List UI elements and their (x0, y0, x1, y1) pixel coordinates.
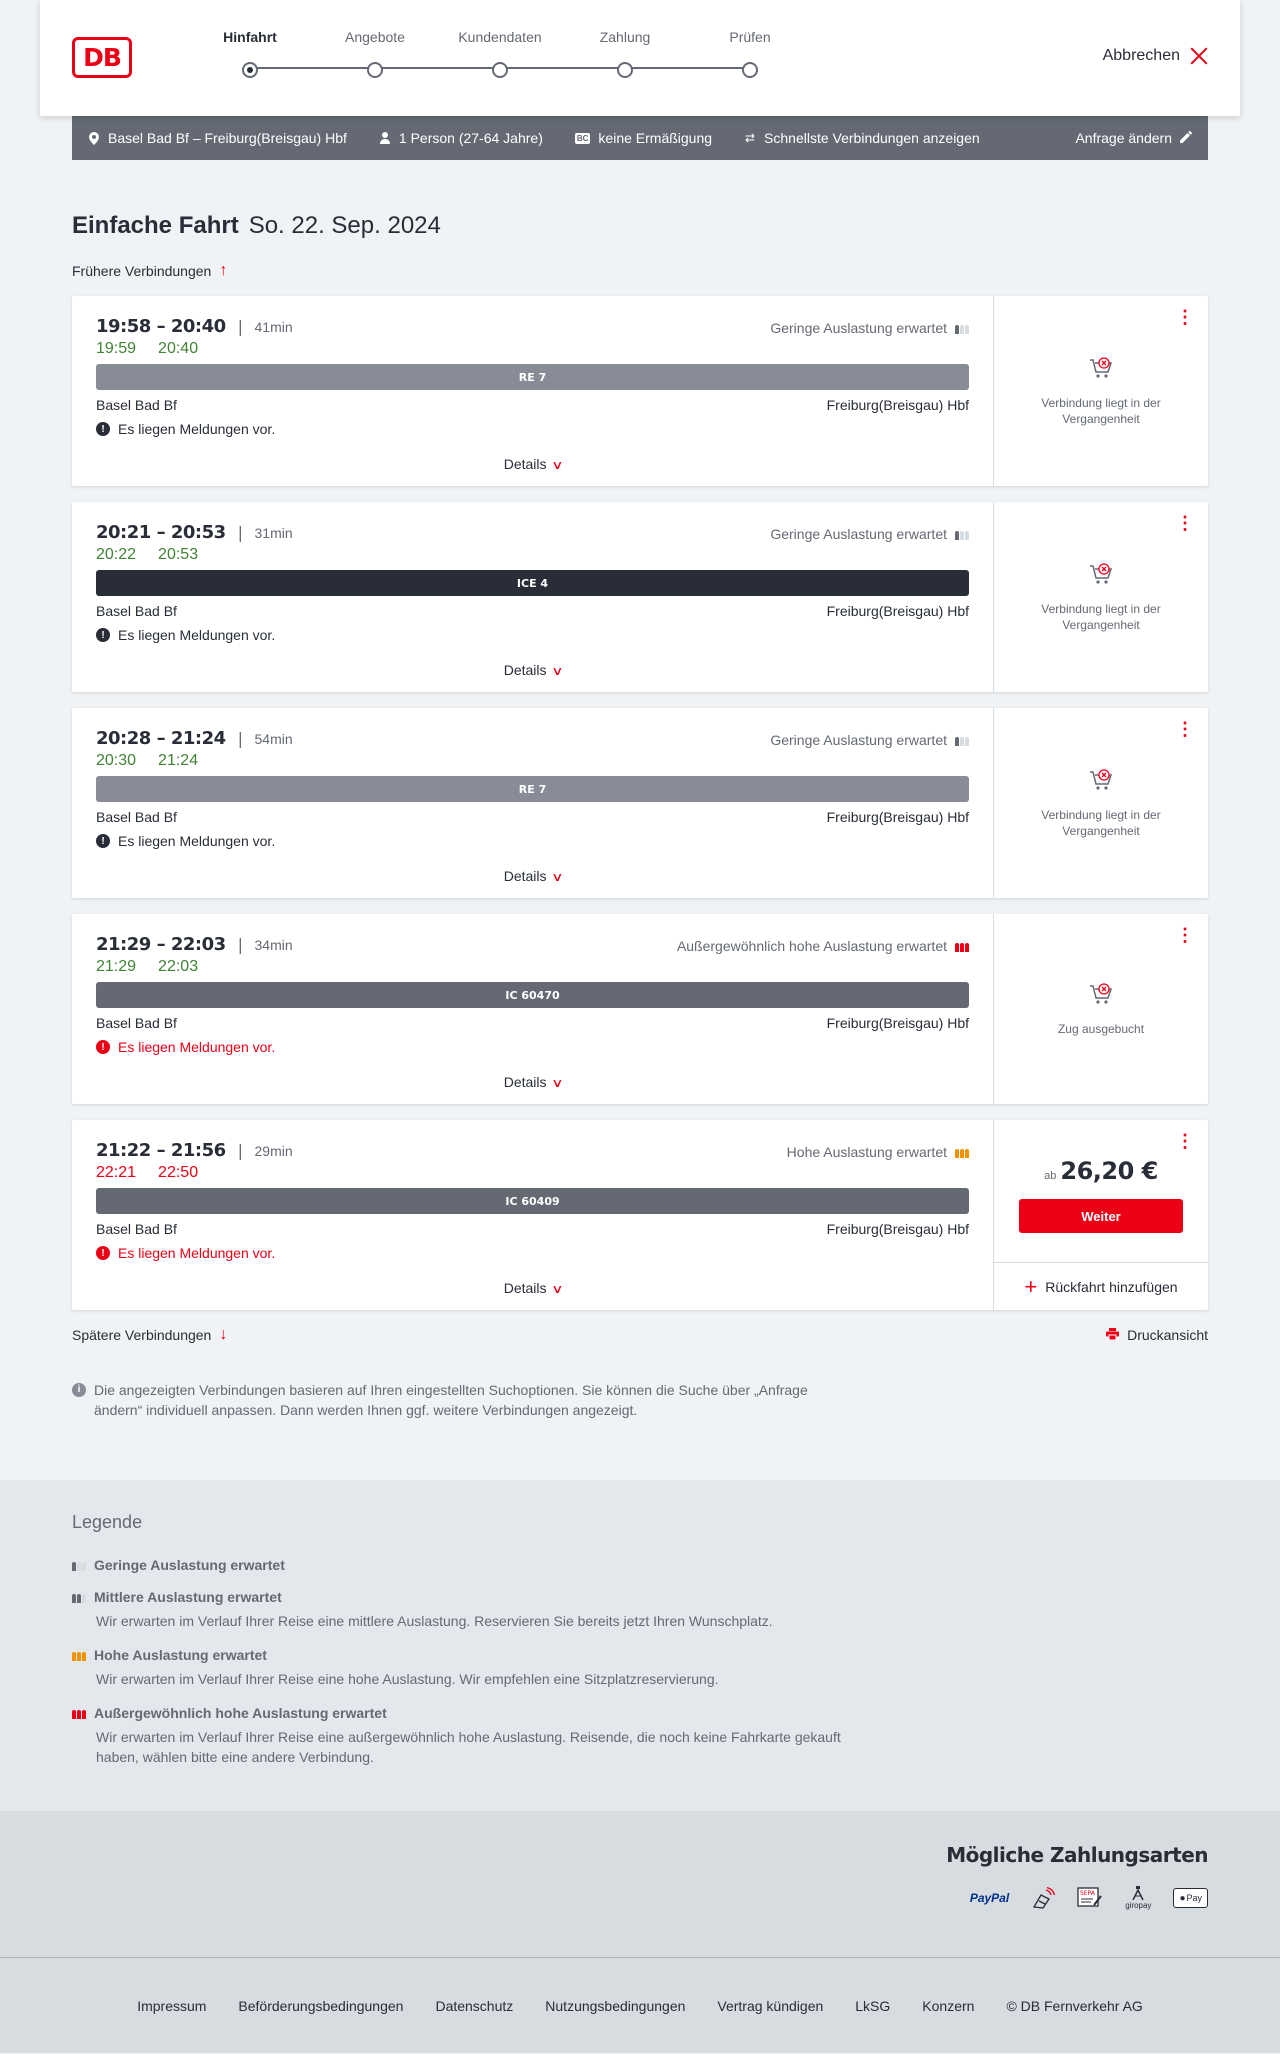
booking-panel (994, 914, 1208, 1104)
results-section (72, 160, 1208, 1420)
continue-button[interactable]: Weiter (1019, 1199, 1183, 1233)
payment-methods-section (0, 1811, 1280, 1957)
service-message (96, 627, 969, 643)
query-passengers (379, 130, 543, 146)
arrival-station: Freiburg(Breisgau) Hbf (826, 603, 969, 619)
svg-text:SEPA: SEPA (1080, 1890, 1096, 1897)
legend-item-title: Geringe Auslastung erwartet (94, 1557, 285, 1573)
service-message-text: Es liegen Meldungen vor. (118, 833, 276, 849)
load-high-icon (72, 1649, 86, 1661)
giropay-label: giropay (1125, 1901, 1152, 1910)
query-summary-bar (72, 116, 1208, 160)
legend-item-head (72, 1557, 1208, 1573)
service-message (96, 421, 969, 437)
departure-station: Basel Bad Bf (96, 1015, 177, 1031)
earlier-connections-link[interactable] (72, 262, 1208, 280)
details-label: Details (503, 868, 547, 884)
more-options-icon[interactable]: ⋮ (1176, 719, 1194, 739)
realtime-departure: 19:59 (96, 340, 137, 357)
train-segment-bar[interactable]: IC 60409 (96, 1188, 969, 1214)
details-toggle[interactable] (72, 1074, 993, 1090)
legend-item (72, 1647, 1208, 1689)
info-note-text: Die angezeigten Verbindungen basieren auf Ihren eingestellten Suchoptionen. Sie können die Suche über „Anfrage ändern“ individuell anpassen. Dann werden Ihnen ggf. weitere Verbindungen angezeigt. (94, 1382, 808, 1418)
planned-times-text: 19:58 – 20:40 (96, 316, 226, 337)
footer-link-konzern[interactable]: Konzern (922, 1997, 975, 2014)
stations-row (96, 809, 969, 825)
train-segment-bar[interactable]: ICE 4 (96, 570, 969, 596)
occupancy-text: Hohe Auslastung erwartet (786, 1144, 947, 1160)
abort-button[interactable] (1103, 47, 1208, 65)
cart-unavailable-icon (1088, 767, 1114, 793)
service-message-text: Es liegen Meldungen vor. (118, 1245, 276, 1261)
alert-icon: ! (96, 1246, 110, 1260)
payment-icons (72, 1883, 1208, 1913)
step-kundendaten (430, 28, 570, 78)
info-icon: i (72, 1383, 86, 1397)
realtime-departure: 21:29 (96, 958, 137, 975)
separator: | (237, 1141, 243, 1160)
db-logo[interactable]: DB (72, 37, 132, 78)
arrow-up-icon: ↑ (219, 262, 228, 279)
later-connections-link[interactable] (72, 1326, 227, 1344)
departure-station: Basel Bad Bf (96, 809, 177, 825)
realtime-times (96, 340, 969, 358)
more-options-icon[interactable]: ⋮ (1176, 513, 1194, 533)
person-icon (379, 132, 391, 144)
change-query-button[interactable] (1075, 130, 1192, 146)
legend-item (72, 1557, 1208, 1573)
price-prefix: ab (1044, 1170, 1057, 1182)
train-segment-bar[interactable]: IC 60470 (96, 982, 969, 1008)
cart-unavailable-icon (1088, 355, 1114, 381)
details-label: Details (503, 1280, 547, 1296)
load-low-icon (955, 528, 969, 540)
legend-item-title: Mittlere Auslastung erwartet (94, 1589, 282, 1605)
details-label: Details (503, 662, 547, 678)
realtime-arrival: 22:50 (158, 1164, 199, 1181)
footer-link-lksg[interactable]: LkSG (855, 1997, 891, 2014)
duration: 54min (254, 730, 293, 747)
arrow-down-icon: ↓ (219, 1326, 228, 1343)
train-segment-bar[interactable]: RE 7 (96, 364, 969, 390)
legend-item-head (72, 1589, 1208, 1605)
realtime-departure: 22:21 (96, 1164, 137, 1181)
step-label: Kundendaten (458, 29, 542, 45)
query-discount-text: keine Ermäßigung (598, 130, 713, 146)
stations-row (96, 397, 969, 413)
details-toggle[interactable] (72, 1280, 993, 1296)
booking-panel (994, 296, 1208, 486)
query-fastest (744, 130, 980, 146)
departure-station: Basel Bad Bf (96, 1221, 177, 1237)
location-pin-icon (88, 132, 100, 145)
realtime-arrival: 21:24 (158, 752, 199, 769)
occupancy-text: Außergewöhnlich hohe Auslastung erwartet (676, 938, 947, 954)
service-message (96, 1039, 969, 1055)
printer-icon (1106, 1327, 1119, 1343)
duration: 29min (254, 1142, 293, 1159)
train-segment-bar[interactable]: RE 7 (96, 776, 969, 802)
connection-card[interactable] (72, 296, 1208, 486)
price-value: 26,20 € (1060, 1157, 1158, 1185)
apple-pay-label: Pay (1186, 1893, 1202, 1903)
sepa-icon (1077, 1884, 1103, 1912)
departure-station: Basel Bad Bf (96, 397, 177, 413)
footer-link-nutzungsbedingungen[interactable]: Nutzungsbedingungen (545, 1997, 686, 2014)
chevron-down-icon: ∨ (550, 1282, 564, 1296)
step-pruefen (680, 28, 820, 78)
occupancy-indicator (770, 732, 969, 748)
step-label: Prüfen (729, 29, 771, 45)
price (1044, 1157, 1158, 1185)
details-toggle[interactable] (72, 456, 993, 472)
load-xhigh-icon (72, 1707, 86, 1719)
unavailable-text: Zug ausgebucht (1057, 1022, 1145, 1036)
duration: 34min (254, 936, 293, 953)
payment-title: Mögliche Zahlungsarten (946, 1843, 1208, 1867)
legend-section (0, 1480, 1280, 1811)
alert-icon: ! (96, 834, 110, 848)
unavailable-text: Verbindung liegt in der Vergangenheit (1041, 396, 1161, 426)
details-label: Details (503, 1074, 547, 1090)
bahncard-icon: BC (576, 133, 589, 143)
connection-card[interactable] (72, 708, 1208, 898)
later-connections-label: Spätere Verbindungen (72, 1327, 212, 1343)
change-query-label: Anfrage ändern (1075, 130, 1172, 146)
booking-panel (994, 502, 1208, 692)
swap-arrows-icon: ⇄ (745, 131, 756, 145)
print-view-link[interactable] (1106, 1327, 1208, 1343)
duration: 31min (254, 524, 293, 541)
legend-item (72, 1705, 1208, 1767)
arrival-station: Freiburg(Breisgau) Hbf (826, 809, 969, 825)
load-high-icon (955, 1146, 969, 1158)
planned-times-text: 20:28 – 21:24 (96, 728, 226, 749)
step-dot (242, 62, 258, 78)
occupancy-indicator (787, 1144, 969, 1160)
query-fastest-text: Schnellste Verbindungen anzeigen (764, 130, 980, 146)
page-title (72, 160, 1208, 240)
cart-unavailable-icon (1088, 561, 1114, 587)
footer-link-impressum[interactable]: Impressum (137, 1997, 207, 2014)
step-label: Zahlung (599, 29, 651, 45)
chevron-down-icon: ∨ (550, 664, 564, 678)
duration: 41min (254, 318, 293, 335)
separator: | (237, 729, 243, 748)
step-label: Angebote (345, 29, 405, 45)
unavailable-text: Verbindung liegt in der Vergangenheit (1041, 808, 1161, 838)
connection-card[interactable] (72, 1120, 1208, 1310)
step-angebote (305, 28, 445, 78)
realtime-arrival: 20:40 (158, 340, 199, 357)
connection-list (72, 296, 1208, 1310)
legend-item-title: Außergewöhnlich hohe Auslastung erwartet (94, 1705, 387, 1721)
add-return-trip-label: Rückfahrt hinzufügen (1045, 1278, 1178, 1295)
credit-card-icon (1031, 1884, 1055, 1912)
alert-icon: ! (96, 628, 110, 642)
connection-card[interactable] (72, 914, 1208, 1104)
connection-card[interactable] (72, 502, 1208, 692)
connection-details (72, 914, 994, 1104)
legend-item-head (72, 1647, 1208, 1663)
separator: | (237, 523, 243, 542)
page-title-date: So. 22. Sep. 2024 (248, 212, 441, 239)
load-mid-icon (72, 1591, 86, 1603)
arrival-station: Freiburg(Breisgau) Hbf (826, 397, 969, 413)
realtime-arrival: 22:03 (158, 958, 199, 975)
chevron-down-icon: ∨ (550, 458, 564, 472)
load-low-icon (955, 322, 969, 334)
paypal-label: PayPal (969, 1891, 1010, 1905)
query-discount (575, 130, 712, 146)
close-icon (1190, 47, 1208, 65)
add-return-trip-link[interactable] (994, 1262, 1208, 1310)
realtime-times (96, 546, 969, 564)
legend-item-desc: Wir erwarten im Verlauf Ihrer Reise eine mittlere Auslastung. Reservieren Sie bereits jetzt Ihren Wunschplatz. (96, 1613, 773, 1629)
chevron-down-icon: ∨ (550, 870, 564, 884)
legend-item-title: Hohe Auslastung erwartet (94, 1647, 267, 1663)
cart-unavailable-icon (1088, 981, 1114, 1007)
occupancy-text: Geringe Auslastung erwartet (770, 732, 947, 748)
booking-panel (994, 1120, 1208, 1310)
details-toggle[interactable] (72, 868, 993, 884)
print-view-label: Druckansicht (1127, 1327, 1208, 1343)
realtime-times (96, 958, 969, 976)
paypal-icon (970, 1884, 1009, 1912)
query-route-text: Basel Bad Bf – Freiburg(Breisgau) Hbf (108, 130, 347, 146)
occupancy-indicator (677, 938, 969, 954)
stations-row (96, 603, 969, 619)
booking-panel (994, 708, 1208, 898)
service-message-text: Es liegen Meldungen vor. (118, 1039, 276, 1055)
planned-times-text: 21:29 – 22:03 (96, 934, 226, 955)
planned-times-text: 20:21 – 20:53 (96, 522, 226, 543)
info-note (72, 1380, 842, 1420)
step-dot (492, 62, 508, 78)
step-zahlung (555, 28, 695, 78)
alert-icon: ! (96, 1040, 110, 1054)
header-bar (40, 0, 1240, 116)
load-low-icon (72, 1559, 86, 1571)
unavailable-text: Verbindung liegt in der Vergangenheit (1041, 602, 1161, 632)
more-options-icon[interactable]: ⋮ (1176, 307, 1194, 327)
connection-details (72, 708, 994, 898)
footer-copyright: © DB Fernverkehr AG (1006, 1997, 1143, 2014)
service-message (96, 1245, 969, 1261)
realtime-departure: 20:30 (96, 752, 137, 769)
below-list-row (72, 1326, 1208, 1344)
plus-icon: + (1024, 1273, 1038, 1299)
pencil-icon (1180, 130, 1192, 146)
step-label: Hinfahrt (223, 29, 277, 45)
arrival-station: Freiburg(Breisgau) Hbf (826, 1015, 969, 1031)
realtime-departure: 20:22 (96, 546, 137, 563)
legend-list (72, 1557, 1208, 1767)
step-dot (617, 62, 633, 78)
stations-row (96, 1221, 969, 1237)
step-dot (742, 62, 758, 78)
footer-link-datenschutz[interactable]: Datenschutz (435, 1997, 514, 2014)
abort-label: Abbrechen (1102, 47, 1180, 64)
arrival-station: Freiburg(Breisgau) Hbf (826, 1221, 969, 1237)
load-low-icon (955, 734, 969, 746)
occupancy-indicator (770, 526, 969, 542)
legend-item-desc: Wir erwarten im Verlauf Ihrer Reise eine hohe Auslastung. Wir empfehlen eine Sitzplatzreservierung. (96, 1671, 719, 1687)
legend-item (72, 1589, 1208, 1631)
details-toggle[interactable] (72, 662, 993, 678)
legend-item-head (72, 1705, 1208, 1721)
load-xhigh-icon (955, 940, 969, 952)
chevron-down-icon: ∨ (550, 1076, 564, 1090)
legend-item-desc: Wir erwarten im Verlauf Ihrer Reise eine außergewöhnlich hohe Auslastung. Reisende, die noch keine Fahrkarte gekauft haben, wählen bitte eine andere Verbindung. (96, 1729, 841, 1765)
query-passengers-text: 1 Person (27-64 Jahre) (398, 130, 543, 146)
separator: | (237, 317, 243, 336)
planned-times-text: 21:22 – 21:56 (96, 1140, 226, 1161)
earlier-connections-label: Frühere Verbindungen (72, 263, 212, 279)
connection-details (72, 1120, 994, 1310)
page-title-trip-type: Einfache Fahrt (72, 212, 239, 239)
apple-pay-icon (1173, 1888, 1208, 1908)
details-label: Details (503, 456, 547, 472)
step-hinfahrt[interactable] (180, 28, 320, 78)
footer (0, 1957, 1280, 2053)
footer-link-vertrag-kuendigen[interactable]: Vertrag kündigen (717, 1997, 824, 2014)
occupancy-indicator (770, 320, 969, 336)
step-dot (367, 62, 383, 78)
footer-link-befoerderungsbedingungen[interactable]: Beförderungsbedingungen (238, 1997, 404, 2014)
separator: | (237, 935, 243, 954)
occupancy-text: Geringe Auslastung erwartet (770, 526, 947, 542)
more-options-icon[interactable]: ⋮ (1176, 1131, 1194, 1151)
realtime-times (96, 1164, 969, 1182)
stations-row (96, 1015, 969, 1031)
departure-station: Basel Bad Bf (96, 603, 177, 619)
connection-details (72, 296, 994, 486)
service-message-text: Es liegen Meldungen vor. (118, 421, 276, 437)
realtime-times (96, 752, 969, 770)
more-options-icon[interactable]: ⋮ (1176, 925, 1194, 945)
legend-title: Legende (72, 1512, 143, 1532)
alert-icon: ! (96, 422, 110, 436)
connection-details (72, 502, 994, 692)
realtime-arrival: 20:53 (158, 546, 199, 563)
occupancy-text: Geringe Auslastung erwartet (770, 320, 947, 336)
service-message-text: Es liegen Meldungen vor. (118, 627, 276, 643)
progress-steps (180, 28, 800, 88)
query-route (88, 130, 347, 146)
service-message (96, 833, 969, 849)
giropay-icon (1125, 1883, 1151, 1913)
apple-glyph: ● (1179, 1892, 1186, 1904)
